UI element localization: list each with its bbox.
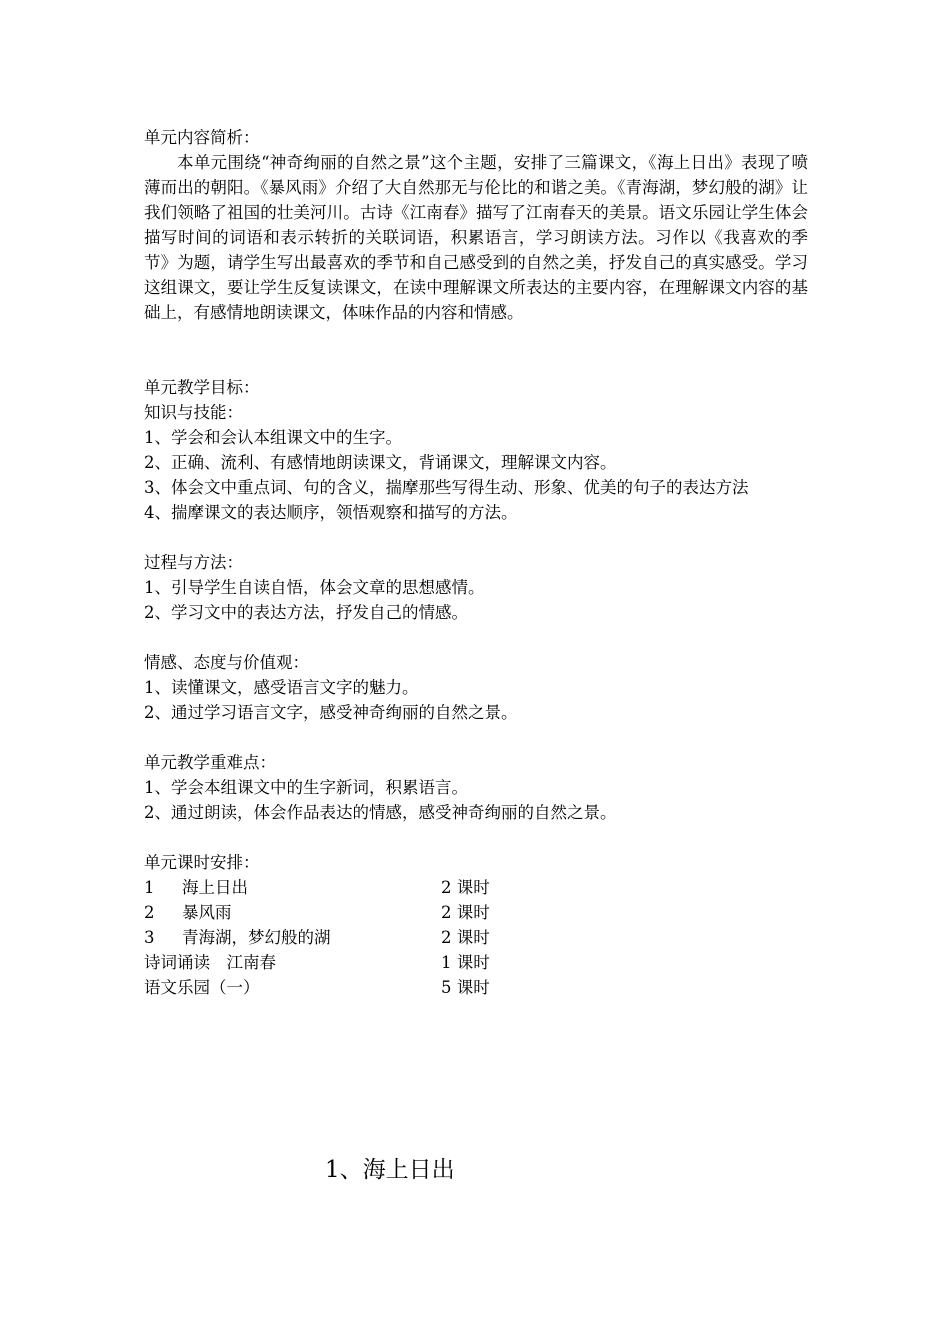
schedule-row — [144, 925, 564, 950]
schedule-heading: 单元课时安排： — [144, 853, 260, 872]
process-section — [144, 550, 814, 625]
schedule-number: 3 — [144, 928, 155, 947]
schedule-hours: 1 课时 — [441, 953, 490, 972]
schedule-title: 青海湖，梦幻般的湖 — [182, 928, 331, 947]
schedule-number: 1 — [144, 878, 155, 897]
schedule-row — [144, 950, 564, 975]
schedule-item-name: 诗词诵读 江南春 — [144, 953, 276, 972]
knowledge-item: 4、揣摩课文的表达顺序，领悟观察和描写的方法。 — [144, 503, 518, 522]
schedule-hours: 2 课时 — [441, 878, 490, 897]
keypoints-heading: 单元教学重难点： — [144, 753, 276, 772]
lesson-title: 1、海上日出 — [325, 1157, 455, 1183]
process-heading: 过程与方法： — [144, 553, 243, 572]
knowledge-item: 2、正确、流利、有感情地朗读课文，背诵课文，理解课文内容。 — [144, 453, 617, 472]
goals-heading: 单元教学目标： — [144, 378, 260, 397]
schedule-row — [144, 975, 564, 1000]
knowledge-item: 3、体会文中重点词、句的含义，揣摩那些写得生动、形象、优美的句子的表达方法 — [144, 478, 749, 497]
schedule-row — [144, 900, 564, 925]
emotion-heading: 情感、态度与价值观： — [144, 653, 309, 672]
schedule-hours: 5 课时 — [441, 978, 490, 997]
emotion-item: 2、通过学习语言文字，感受神奇绚丽的自然之景。 — [144, 703, 518, 722]
overview-paragraph: 本单元围绕“神奇绚丽的自然之景”这个主题，安排了三篇课文，《海上日出》表现了喷薄而出的朝阳。《暴风雨》介绍了大自然那无与伦比的和谐之美。《青海湖，梦幻般的湖》让我们领略了祖国的壮美河川。古诗《江南春》描写了江南春天的美景。语文乐园让学生体会描写时间的词语和表示转折的关联词语，积累语言，学习朗读方法。习作以《我喜欢的季节》为题，请学生写出最喜欢的季节和自己感受到的自然之美，抒发自己的真实感受。学习这组课文，要让学生反复读课文，在读中理解课文所表达的主要内容，在理解课文内容的基础上，有感情地朗读课文，体味作品的内容和情感。 — [144, 153, 808, 322]
schedule-title: 暴风雨 — [182, 903, 232, 922]
knowledge-heading: 知识与技能： — [144, 403, 243, 422]
goals-section — [144, 375, 814, 525]
schedule-hours: 2 课时 — [441, 903, 490, 922]
keypoints-section — [144, 750, 814, 825]
schedule-hours: 2 课时 — [441, 928, 490, 947]
emotion-item: 1、读懂课文，感受语言文字的魅力。 — [144, 678, 419, 697]
knowledge-item: 1、学会和会认本组课文中的生字。 — [144, 428, 402, 447]
keypoints-item: 2、通过朗读，体会作品表达的情感，感受神奇绚丽的自然之景。 — [144, 803, 617, 822]
process-item: 1、引导学生自读自悟，体会文章的思想感情。 — [144, 578, 485, 597]
schedule-title: 海上日出 — [182, 878, 248, 897]
overview-heading: 单元内容简析： — [144, 128, 260, 147]
schedule-number: 2 — [144, 903, 155, 922]
schedule-item-name: 语文乐园（一） — [144, 978, 260, 997]
process-item: 2、学习文中的表达方法，抒发自己的情感。 — [144, 603, 468, 622]
keypoints-item: 1、学会本组课文中的生字新词，积累语言。 — [144, 778, 468, 797]
schedule-row — [144, 875, 564, 900]
emotion-section — [144, 650, 814, 725]
